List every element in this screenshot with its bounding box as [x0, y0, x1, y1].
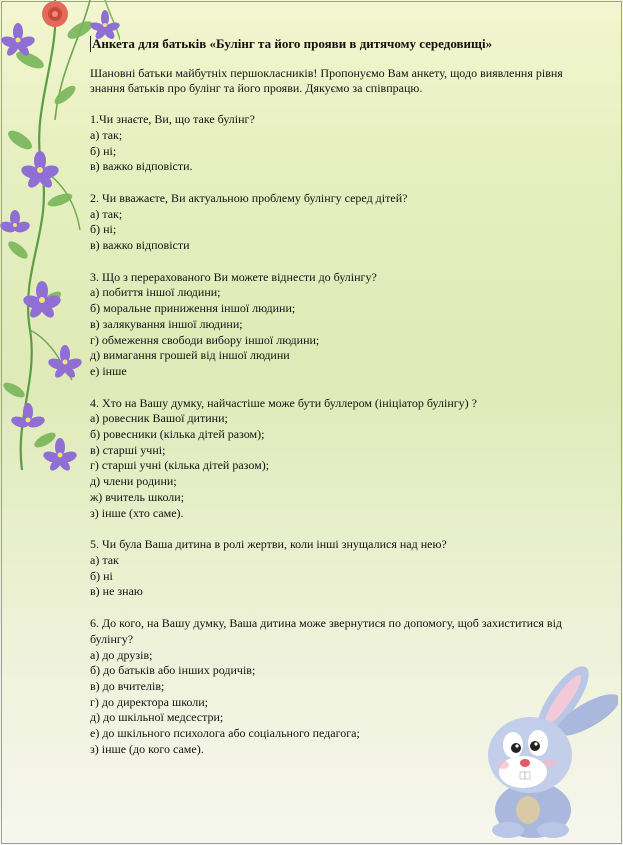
question-block-3: [90, 270, 590, 380]
answer-option: д) до шкільної медсестри;: [90, 710, 224, 725]
question-text: 2. Чи вважаєте, Ви актуальною проблему булінгу серед дітей?: [90, 190, 408, 205]
answer-option: з) інше (до кого саме).: [90, 741, 204, 756]
questions-list: [90, 112, 590, 757]
question-text: 4. Хто на Вашу думку, найчастіше може бути буллером (ініціатор булінгу) ?: [90, 395, 477, 410]
question-text: 6. До кого, на Вашу думку, Ваша дитина може звернутися по допомогу, щоб захиститися від булінгу?: [90, 616, 563, 646]
answer-option: б) ровесники (кілька дітей разом);: [90, 427, 265, 442]
answer-option: д) члени родини;: [90, 474, 177, 489]
answer-option: б) моральне приниження іншої людини;: [90, 301, 296, 316]
question-block-5: [90, 537, 590, 600]
answer-option: а) побиття іншої людини;: [90, 285, 221, 300]
question-text: 1.Чи знаєте, Ви, що таке булінг?: [90, 112, 255, 127]
answer-option: г) до директора школи;: [90, 694, 209, 709]
answer-option: а) так: [90, 552, 119, 567]
question-block-2: [90, 191, 590, 254]
question-block-6: [90, 616, 590, 757]
answer-option: б) до батьків або інших родичів;: [90, 663, 256, 678]
answer-option: в) залякування іншої людини;: [90, 316, 243, 331]
question-text: 3. Що з перерахованого Ви можете віднести до булінгу?: [90, 269, 377, 284]
answer-option: в) важко відповісти: [90, 238, 190, 253]
answer-option: б) ні;: [90, 143, 117, 158]
question-text: 5. Чи була Ваша дитина в ролі жертви, коли інші знущалися над нею?: [90, 537, 447, 552]
answer-option: в) важко відповісти.: [90, 159, 193, 174]
answer-option: г) обмеження свободи вибору іншої людини;: [90, 332, 320, 347]
answer-option: д) вимагання грошей від іншої людини: [90, 348, 290, 363]
answer-option: в) не знаю: [90, 584, 143, 599]
answer-option: е) інше: [90, 363, 127, 378]
leaf-icon: [1, 18, 95, 451]
question-block-1: [90, 112, 590, 175]
answer-option: в) старші учні;: [90, 442, 166, 457]
answer-option: е) до шкільного психолога або соціального педагога;: [90, 726, 360, 741]
question-block-4: [90, 396, 590, 522]
answer-option: а) так;: [90, 127, 123, 142]
answer-option: г) старші учні (кілька дітей разом);: [90, 458, 270, 473]
answer-option: а) ровесник Вашої дитини;: [90, 411, 228, 426]
questionnaire-content: [90, 36, 590, 773]
answer-option: в) до вчителів;: [90, 678, 165, 693]
answer-option: а) так;: [90, 206, 123, 221]
answer-option: б) ні;: [90, 222, 117, 237]
answer-option: ж) вчитель школи;: [90, 489, 185, 504]
intro-paragraph: Шановні батьки майбутніх першокласників! Пропонуємо Вам анкету, щодо виявлення рівня знання батьків про булінг та його прояви. Дякуємо за співпрацю.: [90, 65, 563, 96]
answer-option: б) ні: [90, 568, 113, 583]
document-title: Анкета для батьків «Булінг та його прояви в дитячому середовищі»: [90, 36, 590, 52]
red-rose-icon: [42, 1, 68, 27]
answer-option: з) інше (хто саме).: [90, 505, 184, 520]
answer-option: а) до друзів;: [90, 647, 153, 662]
